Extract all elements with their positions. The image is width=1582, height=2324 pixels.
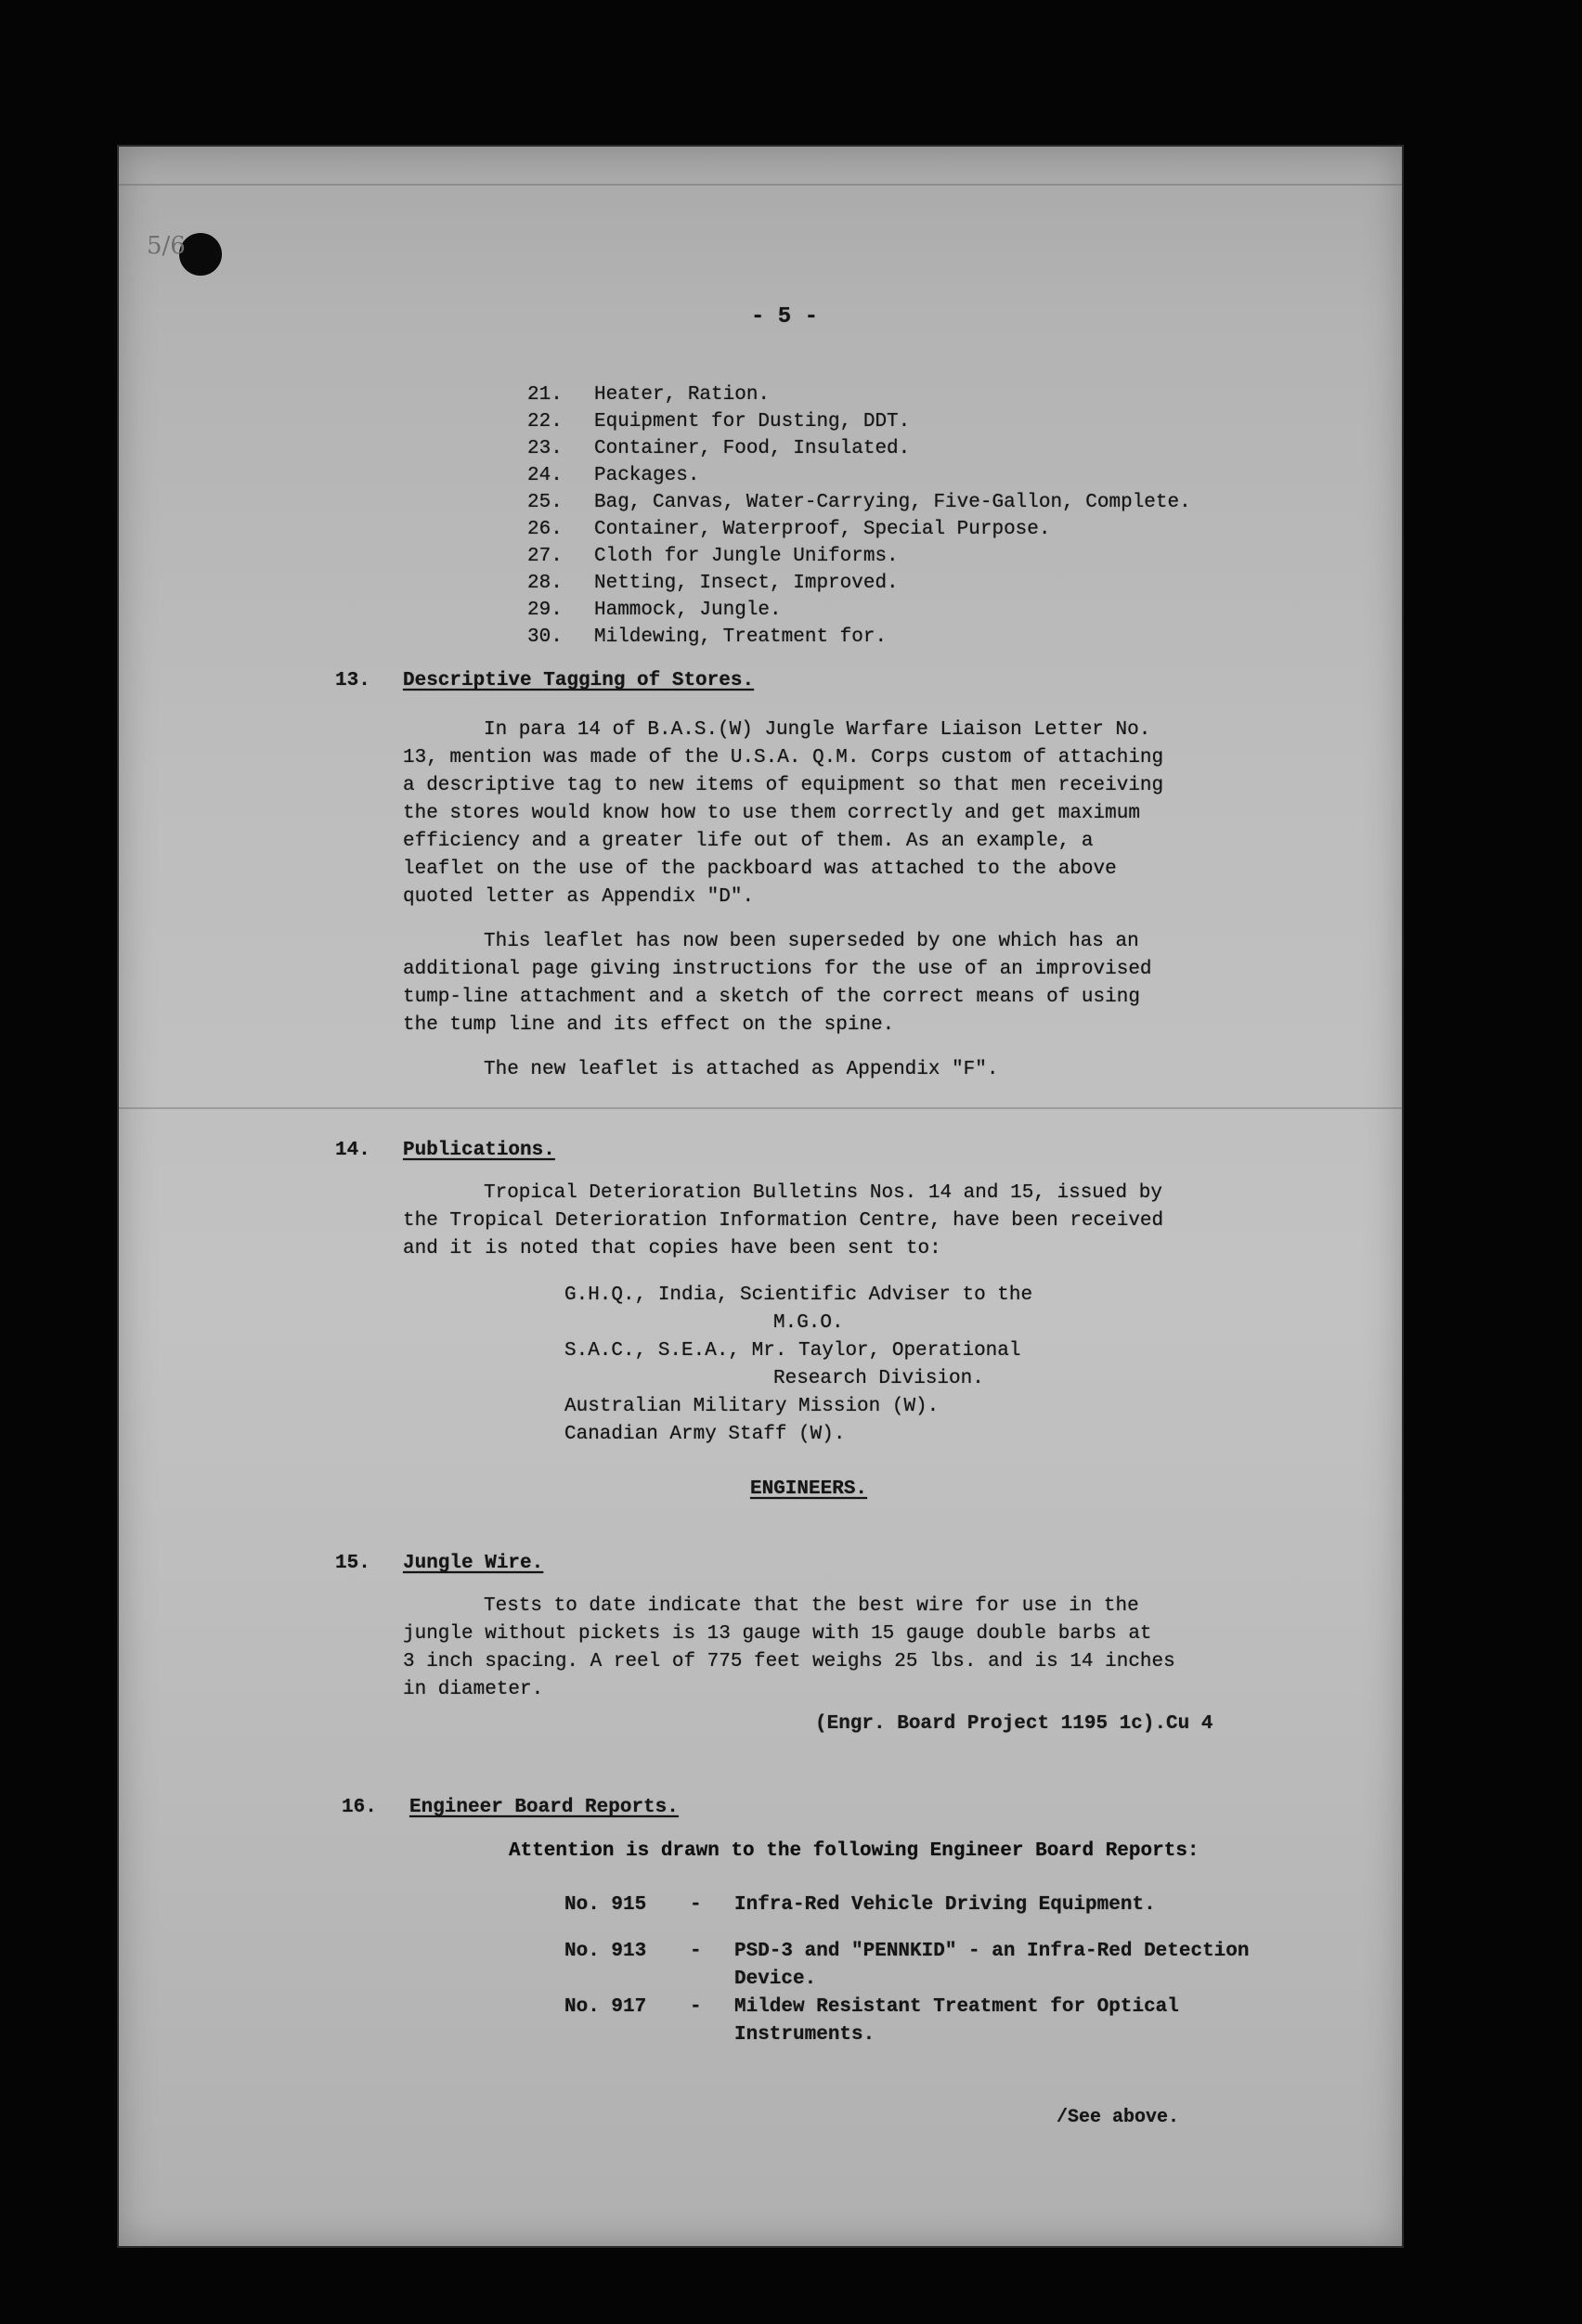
report-title: Infra-Red Vehicle Driving Equipment.: [734, 1894, 1156, 1916]
item-number: 27.: [527, 546, 563, 567]
document-text: [119, 147, 1402, 2246]
section-13-heading: [335, 670, 754, 691]
list-item: S.A.C., S.E.A., Mr. Taylor, Operational: [564, 1340, 1021, 1362]
report-number: No. 913: [564, 1941, 647, 1962]
section-13-paragraph-1: [403, 717, 1424, 911]
section-number: 14.: [335, 1140, 370, 1161]
equipment-list: [527, 381, 1191, 651]
text-line: 13, mention was made of the U.S.A. Q.M. Corps custom of attaching: [403, 747, 1164, 768]
section-14-heading: [335, 1140, 555, 1161]
text-line: 3 inch spacing. A reel of 775 feet weighs 25 lbs. and is 14 inches: [403, 1651, 1175, 1672]
item-text: Packages.: [594, 465, 700, 486]
text-line: quoted letter as Appendix "D".: [403, 886, 755, 908]
item-number: 24.: [527, 465, 563, 486]
text-line: in diameter.: [403, 1679, 544, 1700]
section-number: 13.: [335, 670, 370, 691]
list-item: [527, 408, 1191, 435]
margin-scribble: 5/6: [147, 232, 186, 260]
item-number: 26.: [527, 519, 563, 540]
report-dash: -: [690, 1996, 702, 2018]
report-number: No. 915: [564, 1894, 647, 1916]
text-line: In para 14 of B.A.S.(W) Jungle Warfare Liaison Letter No.: [484, 719, 1151, 741]
text-line: efficiency and a greater life out of them. As an example, a: [403, 831, 1094, 852]
document-sheet: [119, 147, 1402, 2246]
item-text: Cloth for Jungle Uniforms.: [594, 546, 899, 567]
text-line: The new leaflet is attached as Appendix "F".: [484, 1059, 999, 1080]
text-line: leaflet on the use of the packboard was attached to the above: [403, 859, 1117, 880]
section-number: 15.: [335, 1553, 370, 1574]
item-number: 21.: [527, 384, 563, 406]
text-line: additional page giving instructions for the use of an improvised: [403, 959, 1152, 980]
section-13-paragraph-3: [403, 1056, 1424, 1084]
item-text: Bag, Canvas, Water-Carrying, Five-Gallon, Complete.: [594, 492, 1191, 513]
item-text: Heater, Ration.: [594, 384, 771, 406]
item-text: Container, Food, Insulated.: [594, 438, 911, 459]
item-text: Netting, Insect, Improved.: [594, 573, 899, 594]
report-title-continuation: Instruments.: [734, 2024, 875, 2046]
report-title: PSD-3 and "PENNKID" - an Infra-Red Detection: [734, 1941, 1250, 1962]
section-16-intro: [509, 1838, 1530, 1866]
report-title: Mildew Resistant Treatment for Optical: [734, 1996, 1179, 2018]
section-14-paragraph: [403, 1180, 1424, 1263]
catchword: /See above.: [1057, 2107, 1180, 2128]
engineers-heading: ENGINEERS.: [750, 1478, 868, 1500]
list-item: [527, 489, 1191, 516]
item-number: 22.: [527, 411, 563, 433]
item-number: 29.: [527, 600, 563, 621]
project-reference: (Engr. Board Project 1195 1c).Cu 4: [815, 1713, 1213, 1735]
text-line: Tropical Deterioration Bulletins Nos. 14 and 15, issued by: [484, 1182, 1162, 1204]
text-line: the Tropical Deterioration Information Centre, have been received: [403, 1210, 1164, 1232]
item-text: Hammock, Jungle.: [594, 600, 782, 621]
list-item-continuation: M.G.O.: [773, 1312, 844, 1334]
section-title: Engineer Board Reports.: [409, 1797, 679, 1818]
text-line: tump-line attachment and a sketch of the correct means of using: [403, 987, 1140, 1008]
list-item: [527, 516, 1191, 543]
text-line: Attention is drawn to the following Engineer Board Reports:: [509, 1840, 1199, 1862]
text-line: and it is noted that copies have been sent to:: [403, 1238, 941, 1259]
section-13-paragraph-2: [403, 928, 1424, 1039]
section-15-paragraph: [403, 1593, 1424, 1704]
page-number: - 5 -: [751, 304, 819, 329]
section-number: 16.: [342, 1797, 377, 1818]
list-item: [527, 543, 1191, 570]
report-item: [564, 1891, 1250, 1919]
report-title-continuation: Device.: [734, 1969, 817, 1990]
item-number: 28.: [527, 573, 563, 594]
text-line: the tump line and its effect on the spine.: [403, 1014, 895, 1036]
list-item-continuation: Research Division.: [773, 1368, 984, 1389]
report-item: [564, 1938, 1250, 1994]
item-text: Mildewing, Treatment for.: [594, 626, 888, 648]
report-number: No. 917: [564, 1996, 647, 2018]
report-dash: -: [690, 1941, 702, 1962]
list-item: [527, 381, 1191, 408]
section-title: Jungle Wire.: [403, 1553, 544, 1574]
text-line: a descriptive tag to new items of equipment so that men receiving: [403, 775, 1164, 796]
section-title: Publications.: [403, 1140, 555, 1161]
list-item: [527, 570, 1191, 597]
text-line: jungle without pickets is 13 gauge with 15 gauge double barbs at: [403, 1623, 1152, 1645]
text-line: Tests to date indicate that the best wire for use in the: [484, 1595, 1139, 1617]
list-item: [527, 597, 1191, 624]
report-dash: -: [690, 1894, 702, 1916]
distribution-list: [564, 1282, 1032, 1449]
list-item: G.H.Q., India, Scientific Adviser to the: [564, 1285, 1033, 1306]
report-list: [564, 1891, 1250, 2049]
list-item: [527, 435, 1191, 462]
section-16-heading: [342, 1797, 679, 1818]
item-text: Container, Waterproof, Special Purpose.: [594, 519, 1051, 540]
list-item: Australian Military Mission (W).: [564, 1396, 940, 1417]
list-item: Canadian Army Staff (W).: [564, 1424, 846, 1445]
text-line: the stores would know how to use them correctly and get maximum: [403, 803, 1140, 824]
report-item: [564, 1994, 1250, 2049]
list-item: [527, 624, 1191, 651]
item-text: Equipment for Dusting, DDT.: [594, 411, 911, 433]
section-15-heading: [335, 1553, 543, 1574]
text-line: This leaflet has now been superseded by one which has an: [484, 931, 1139, 952]
item-number: 30.: [527, 626, 563, 648]
list-item: [527, 462, 1191, 489]
item-number: 23.: [527, 438, 563, 459]
section-title: Descriptive Tagging of Stores.: [403, 670, 755, 691]
item-number: 25.: [527, 492, 563, 513]
